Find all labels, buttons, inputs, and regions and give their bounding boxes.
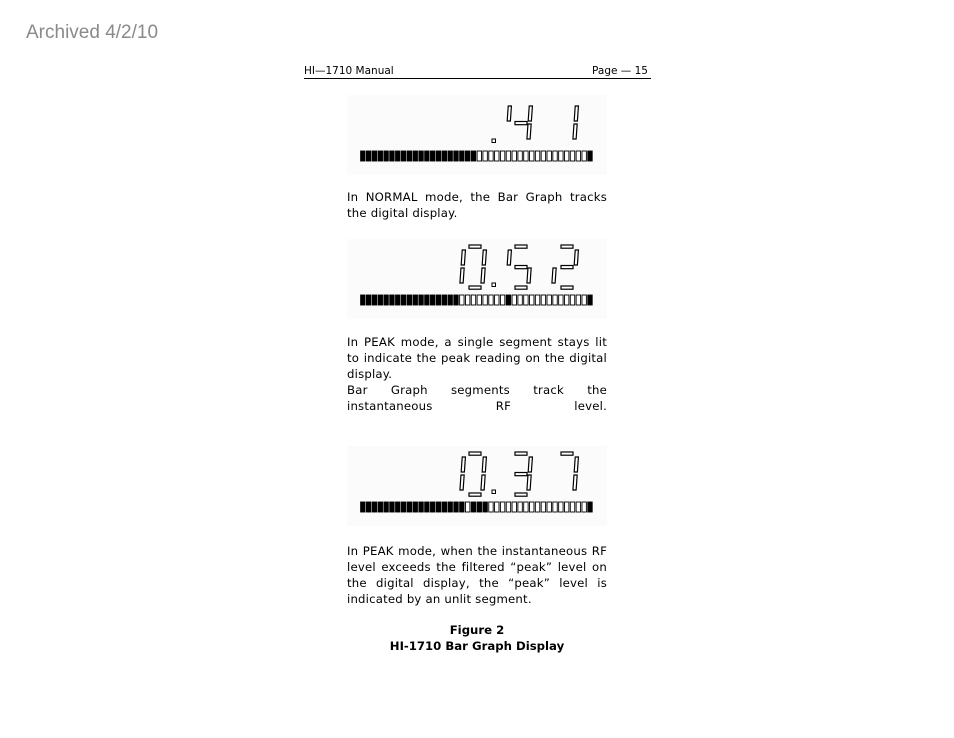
figure-caption <box>347 622 607 654</box>
bar-segment-unlit <box>500 502 504 512</box>
bar-segment-unlit <box>512 502 516 512</box>
lcd-segment-c <box>573 475 577 490</box>
lcd-digit <box>460 452 487 496</box>
bar-segment-lit <box>407 502 411 512</box>
bar-segment-lit <box>442 502 446 512</box>
lcd-digit <box>561 452 578 490</box>
bar-segment-lit <box>366 295 370 305</box>
bar-segment-unlit <box>553 502 557 512</box>
bar-segment-unlit <box>512 295 516 305</box>
bar-segment-unlit <box>547 151 551 161</box>
lcd-segment-e <box>460 475 464 490</box>
lcd-segment-b <box>574 250 578 265</box>
bar-segment-unlit <box>524 502 528 512</box>
description-normal-mode <box>347 189 607 221</box>
bar-segment-lit <box>401 502 405 512</box>
bar-segment-unlit <box>576 502 580 512</box>
bar-segment-unlit <box>570 151 574 161</box>
bar-segment-unlit <box>564 502 568 512</box>
bar-segment-unlit <box>541 295 545 305</box>
lcd-decimal-point <box>492 490 496 494</box>
lcd-segment-c <box>481 268 485 283</box>
bar-segment-lit <box>477 502 481 512</box>
lcd-segment-g <box>561 266 573 269</box>
bar-segment-lit <box>361 295 365 305</box>
bar-segment-lit <box>448 151 452 161</box>
lcd-segment-e <box>460 268 464 283</box>
bar-segment-unlit <box>489 502 493 512</box>
bar-segment-lit <box>372 151 376 161</box>
bar-segment-lit <box>588 502 592 512</box>
lcd-segment-b <box>482 457 486 472</box>
bar-segment-lit <box>413 295 417 305</box>
bar-segment-lit <box>448 295 452 305</box>
description-line: In PEAK mode, when the instantaneous RF level exceeds the filtered “peak” level on the digital display, the “peak” level is indicated by an unlit segment. <box>347 544 607 606</box>
description-peak-unlit <box>347 543 607 607</box>
lcd-segment-d <box>515 493 527 496</box>
bar-segment-unlit <box>489 295 493 305</box>
bar-segment-lit <box>378 295 382 305</box>
bar-segment-lit <box>425 151 429 161</box>
bar-segment-lit <box>361 502 365 512</box>
description-line: In PEAK mode, a single segment stays lit to indicate the peak reading on the digital display. <box>347 335 607 381</box>
figure-title: HI-1710 Bar Graph Display <box>389 639 565 653</box>
archived-watermark: Archived 4/2/10 <box>26 22 159 43</box>
bar-segment-lit <box>413 502 417 512</box>
bar-segment-lit <box>361 151 365 161</box>
bar-segment-lit <box>366 502 370 512</box>
figure-number: Figure 2 <box>449 623 505 637</box>
bar-segment-lit <box>588 295 592 305</box>
bar-segment-unlit <box>582 295 586 305</box>
bar-segment-unlit <box>460 295 464 305</box>
bar-segment-unlit <box>564 295 568 305</box>
bar-segment-unlit <box>518 295 522 305</box>
bar-segment-lit <box>396 295 400 305</box>
bar-segment-unlit <box>495 295 499 305</box>
bar-segment-unlit <box>530 295 534 305</box>
bar-segment-unlit <box>582 502 586 512</box>
bar-segment-lit <box>401 151 405 161</box>
bar-segment-unlit <box>541 502 545 512</box>
lcd-digit <box>552 245 579 289</box>
description-peak-mode <box>347 334 607 414</box>
lcd-segment-b <box>528 457 532 472</box>
lcd-segment-a <box>561 452 573 455</box>
bar-segment-unlit <box>530 151 534 161</box>
bar-segment-lit <box>366 151 370 161</box>
lcd-display-peak <box>347 239 607 319</box>
bar-segment-unlit <box>535 295 539 305</box>
lcd-display-normal <box>347 95 607 175</box>
lcd-segment-f <box>461 457 465 472</box>
bar-segment-unlit <box>524 151 528 161</box>
lcd-segment-g <box>515 266 527 269</box>
bar-segment-unlit <box>500 295 504 305</box>
bar-segment-unlit <box>559 295 563 305</box>
bar-segment-unlit <box>582 151 586 161</box>
lcd-display-graphic <box>347 239 607 319</box>
bar-segment-lit <box>407 151 411 161</box>
bar-segment-lit <box>448 502 452 512</box>
bar-segment-unlit <box>547 295 551 305</box>
bar-segment-lit <box>372 295 376 305</box>
bar-segment-lit <box>483 502 487 512</box>
bar-segment-unlit <box>530 502 534 512</box>
bar-segment-unlit <box>500 151 504 161</box>
bar-segment-unlit <box>465 295 469 305</box>
bar-segment-unlit <box>553 295 557 305</box>
lcd-segment-b <box>574 106 578 121</box>
lcd-segment-a <box>561 245 573 248</box>
bar-segment-unlit <box>506 151 510 161</box>
bar-segment-lit <box>390 151 394 161</box>
bar-segment-lit <box>454 295 458 305</box>
bar-segment-lit <box>436 151 440 161</box>
bar-segment-lit <box>442 295 446 305</box>
bar-segment-unlit <box>547 502 551 512</box>
lcd-segment-a <box>515 245 527 248</box>
lcd-segment-d <box>561 286 573 289</box>
lcd-segment-d <box>469 286 481 289</box>
bar-segment-unlit <box>570 295 574 305</box>
lcd-segment-f <box>461 250 465 265</box>
lcd-display-graphic <box>347 446 607 526</box>
bar-segment-lit <box>396 502 400 512</box>
bar-segment-unlit <box>541 151 545 161</box>
bar-segment-lit <box>384 502 388 512</box>
bar-segment-lit <box>454 502 458 512</box>
bar-segment-unlit <box>518 151 522 161</box>
lcd-segment-g <box>515 473 527 476</box>
bar-segment-lit <box>460 502 464 512</box>
bar-segment-unlit <box>471 295 475 305</box>
lcd-segment-c <box>527 124 531 139</box>
bar-segment-lit <box>419 151 423 161</box>
bar-segment-unlit <box>570 502 574 512</box>
bar-segment-lit <box>413 151 417 161</box>
bar-segment-lit <box>401 295 405 305</box>
lcd-segment-f <box>507 106 511 121</box>
page-header <box>304 65 651 79</box>
bar-segment-lit <box>454 151 458 161</box>
bar-segment-unlit <box>512 151 516 161</box>
bar-segment-unlit <box>535 151 539 161</box>
bar-segment-lit <box>506 295 510 305</box>
page-number: Page — 15 <box>592 65 648 77</box>
description-line: In NORMAL mode, the Bar Graph tracks the digital display. <box>347 190 607 220</box>
description-line: Bar Graph segments track the instantaneous RF level. <box>347 383 607 413</box>
lcd-segment-a <box>515 452 527 455</box>
lcd-segment-b <box>574 457 578 472</box>
lcd-decimal-point <box>492 139 496 143</box>
bar-segment-unlit <box>483 151 487 161</box>
bar-segment-unlit <box>495 502 499 512</box>
bar-segment-unlit <box>518 502 522 512</box>
bar-segment-lit <box>384 151 388 161</box>
lcd-segment-c <box>481 475 485 490</box>
bar-segment-lit <box>378 151 382 161</box>
lcd-segment-a <box>469 452 481 455</box>
lcd-segment-b <box>482 250 486 265</box>
bar-segment-unlit <box>495 151 499 161</box>
lcd-decimal-point <box>492 283 496 287</box>
lcd-segment-c <box>527 268 531 283</box>
bar-segment-unlit <box>576 151 580 161</box>
bar-segment-unlit <box>524 295 528 305</box>
lcd-segment-a <box>469 245 481 248</box>
bar-segment-lit <box>419 295 423 305</box>
bar-segment-unlit <box>477 151 481 161</box>
lcd-segment-c <box>527 475 531 490</box>
lcd-segment-f <box>507 250 511 265</box>
bar-segment-unlit <box>535 502 539 512</box>
bar-segment-lit <box>425 502 429 512</box>
lcd-digit <box>515 452 532 496</box>
bar-segment-unlit <box>465 502 469 512</box>
lcd-digit <box>507 245 531 289</box>
manual-title: HI—1710 Manual <box>304 65 394 77</box>
lcd-digit <box>573 106 579 139</box>
bar-segment-lit <box>396 151 400 161</box>
bar-segment-unlit <box>559 502 563 512</box>
bar-segment-lit <box>436 295 440 305</box>
bar-segment-lit <box>390 295 394 305</box>
bar-segment-lit <box>431 502 435 512</box>
bar-segment-unlit <box>483 295 487 305</box>
bar-segment-lit <box>442 151 446 161</box>
bar-segment-lit <box>372 502 376 512</box>
bar-segment-lit <box>407 295 411 305</box>
bar-segment-lit <box>465 151 469 161</box>
bar-segment-unlit <box>564 151 568 161</box>
bar-segment-lit <box>425 295 429 305</box>
bar-segment-lit <box>436 502 440 512</box>
lcd-digit <box>507 106 532 139</box>
bar-segment-unlit <box>576 295 580 305</box>
bar-segment-lit <box>419 502 423 512</box>
bar-segment-unlit <box>477 295 481 305</box>
bar-segment-lit <box>471 502 475 512</box>
lcd-segment-g <box>515 122 527 125</box>
lcd-digit <box>460 245 487 289</box>
bar-segment-unlit <box>506 502 510 512</box>
lcd-segment-b <box>528 106 532 121</box>
bar-segment-lit <box>431 151 435 161</box>
bar-segment-unlit <box>553 151 557 161</box>
lcd-display-peak-unlit <box>347 446 607 526</box>
lcd-display-graphic <box>347 95 607 175</box>
bar-segment-lit <box>471 151 475 161</box>
bar-segment-lit <box>384 295 388 305</box>
bar-segment-unlit <box>489 151 493 161</box>
bar-segment-lit <box>390 502 394 512</box>
bar-segment-lit <box>431 295 435 305</box>
lcd-segment-e <box>552 268 556 283</box>
bar-segment-lit <box>378 502 382 512</box>
lcd-segment-d <box>515 286 527 289</box>
lcd-segment-c <box>573 124 577 139</box>
bar-segment-lit <box>588 151 592 161</box>
bar-segment-lit <box>460 151 464 161</box>
bar-segment-unlit <box>559 151 563 161</box>
lcd-segment-d <box>469 493 481 496</box>
